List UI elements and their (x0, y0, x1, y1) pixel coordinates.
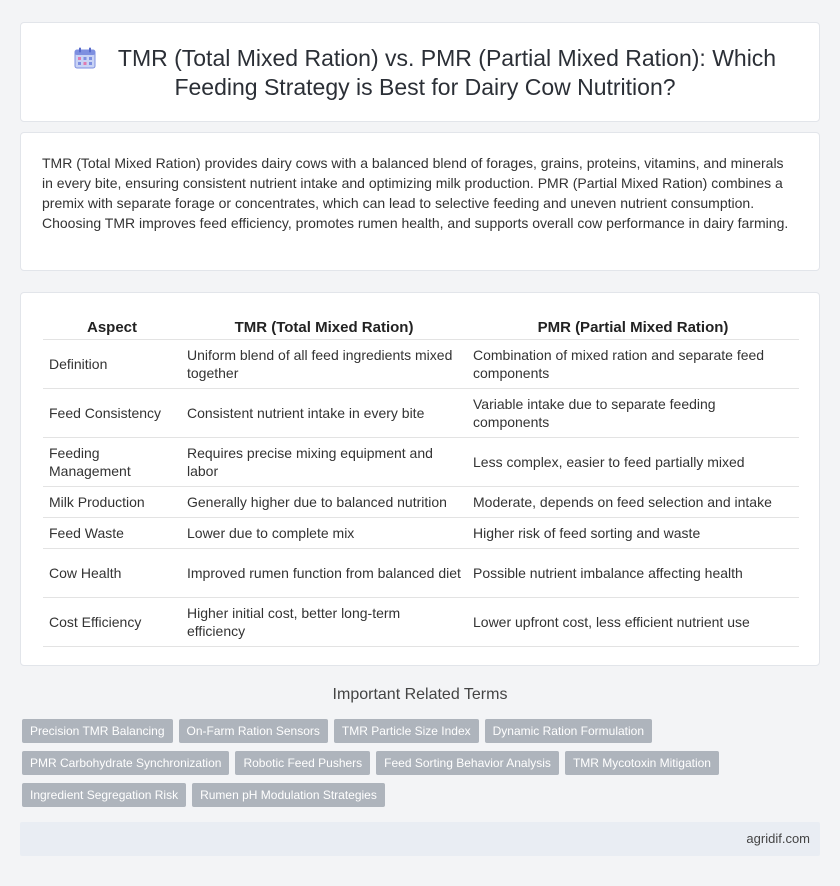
cell-pmr: Less complex, easier to feed partially mixed (467, 438, 799, 487)
page-title: TMR (Total Mixed Ration) vs. PMR (Partial Mixed Ration): Which Feeding Strategy is Best for Dairy Cow Nutrition? (117, 45, 777, 100)
table-row (43, 438, 799, 487)
cell-tmr: Requires precise mixing equipment and labor (181, 438, 467, 487)
page-title-wrap (61, 44, 789, 102)
calendar-icon (74, 47, 96, 69)
cell-aspect: Feed Waste (43, 518, 181, 549)
cell-pmr: Possible nutrient imbalance affecting health (467, 549, 799, 598)
table-row (43, 518, 799, 549)
tag-link[interactable]: Precision TMR Balancing (22, 719, 173, 743)
header-tmr: TMR (Total Mixed Ration) (181, 315, 467, 340)
tag-link[interactable]: TMR Particle Size Index (334, 719, 479, 743)
cell-aspect: Cost Efficiency (43, 598, 181, 647)
tag-link[interactable]: PMR Carbohydrate Synchronization (22, 751, 229, 775)
table-row (43, 340, 799, 389)
tag-link[interactable]: Ingredient Segregation Risk (22, 783, 186, 807)
header-aspect: Aspect (43, 315, 181, 340)
title-card (20, 22, 820, 122)
cell-pmr: Variable intake due to separate feeding components (467, 389, 799, 438)
cell-aspect: Cow Health (43, 549, 181, 598)
tag-row (22, 751, 822, 783)
cell-tmr: Lower due to complete mix (181, 518, 467, 549)
tag-link[interactable]: Dynamic Ration Formulation (485, 719, 652, 743)
cell-aspect: Feed Consistency (43, 389, 181, 438)
cell-tmr: Generally higher due to balanced nutrition (181, 487, 467, 518)
table-header-row (43, 315, 799, 340)
related-terms-title: Important Related Terms (332, 686, 508, 703)
tag-link[interactable]: TMR Mycotoxin Mitigation (565, 751, 719, 775)
cell-pmr: Combination of mixed ration and separate feed components (467, 340, 799, 389)
table-row (43, 389, 799, 438)
tag-link[interactable]: Rumen pH Modulation Strategies (192, 783, 385, 807)
table-row (43, 487, 799, 518)
intro-card (20, 132, 820, 271)
cell-aspect: Milk Production (43, 487, 181, 518)
cell-tmr: Uniform blend of all feed ingredients mixed together (181, 340, 467, 389)
cell-aspect: Definition (43, 340, 181, 389)
tag-link[interactable]: Robotic Feed Pushers (235, 751, 370, 775)
cell-pmr: Moderate, depends on feed selection and intake (467, 487, 799, 518)
comparison-card (20, 292, 820, 666)
related-terms-tags (22, 719, 822, 815)
table-row (43, 598, 799, 647)
cell-pmr: Higher risk of feed sorting and waste (467, 518, 799, 549)
cell-aspect: Feeding Management (43, 438, 181, 487)
tag-link[interactable]: Feed Sorting Behavior Analysis (376, 751, 559, 775)
cell-tmr: Improved rumen function from balanced diet (181, 549, 467, 598)
cell-tmr: Higher initial cost, better long-term efficiency (181, 598, 467, 647)
cell-tmr: Consistent nutrient intake in every bite (181, 389, 467, 438)
header-pmr: PMR (Partial Mixed Ration) (467, 315, 799, 340)
tag-link[interactable]: On-Farm Ration Sensors (179, 719, 328, 743)
cell-pmr: Lower upfront cost, less efficient nutrient use (467, 598, 799, 647)
intro-paragraph: TMR (Total Mixed Ration) provides dairy cows with a balanced blend of forages, grains, proteins, vitamins, and minerals in every bite, ensuring consistent nutrient intake and optimizing milk production. PMR (Partial Mixed Ration) combines a premix with separate forage or concentrates, which can lead to selective feeding and uneven nutrient consumption. Choosing TMR improves feed efficiency, promotes rumen health, and supports overall cow performance in dairy farming. (42, 155, 789, 231)
footer-site-link[interactable]: agridif.com (746, 831, 810, 846)
comparison-table (43, 315, 799, 647)
tag-row (22, 719, 822, 751)
table-row (43, 549, 799, 598)
tag-row (22, 783, 822, 815)
footer (20, 822, 820, 856)
